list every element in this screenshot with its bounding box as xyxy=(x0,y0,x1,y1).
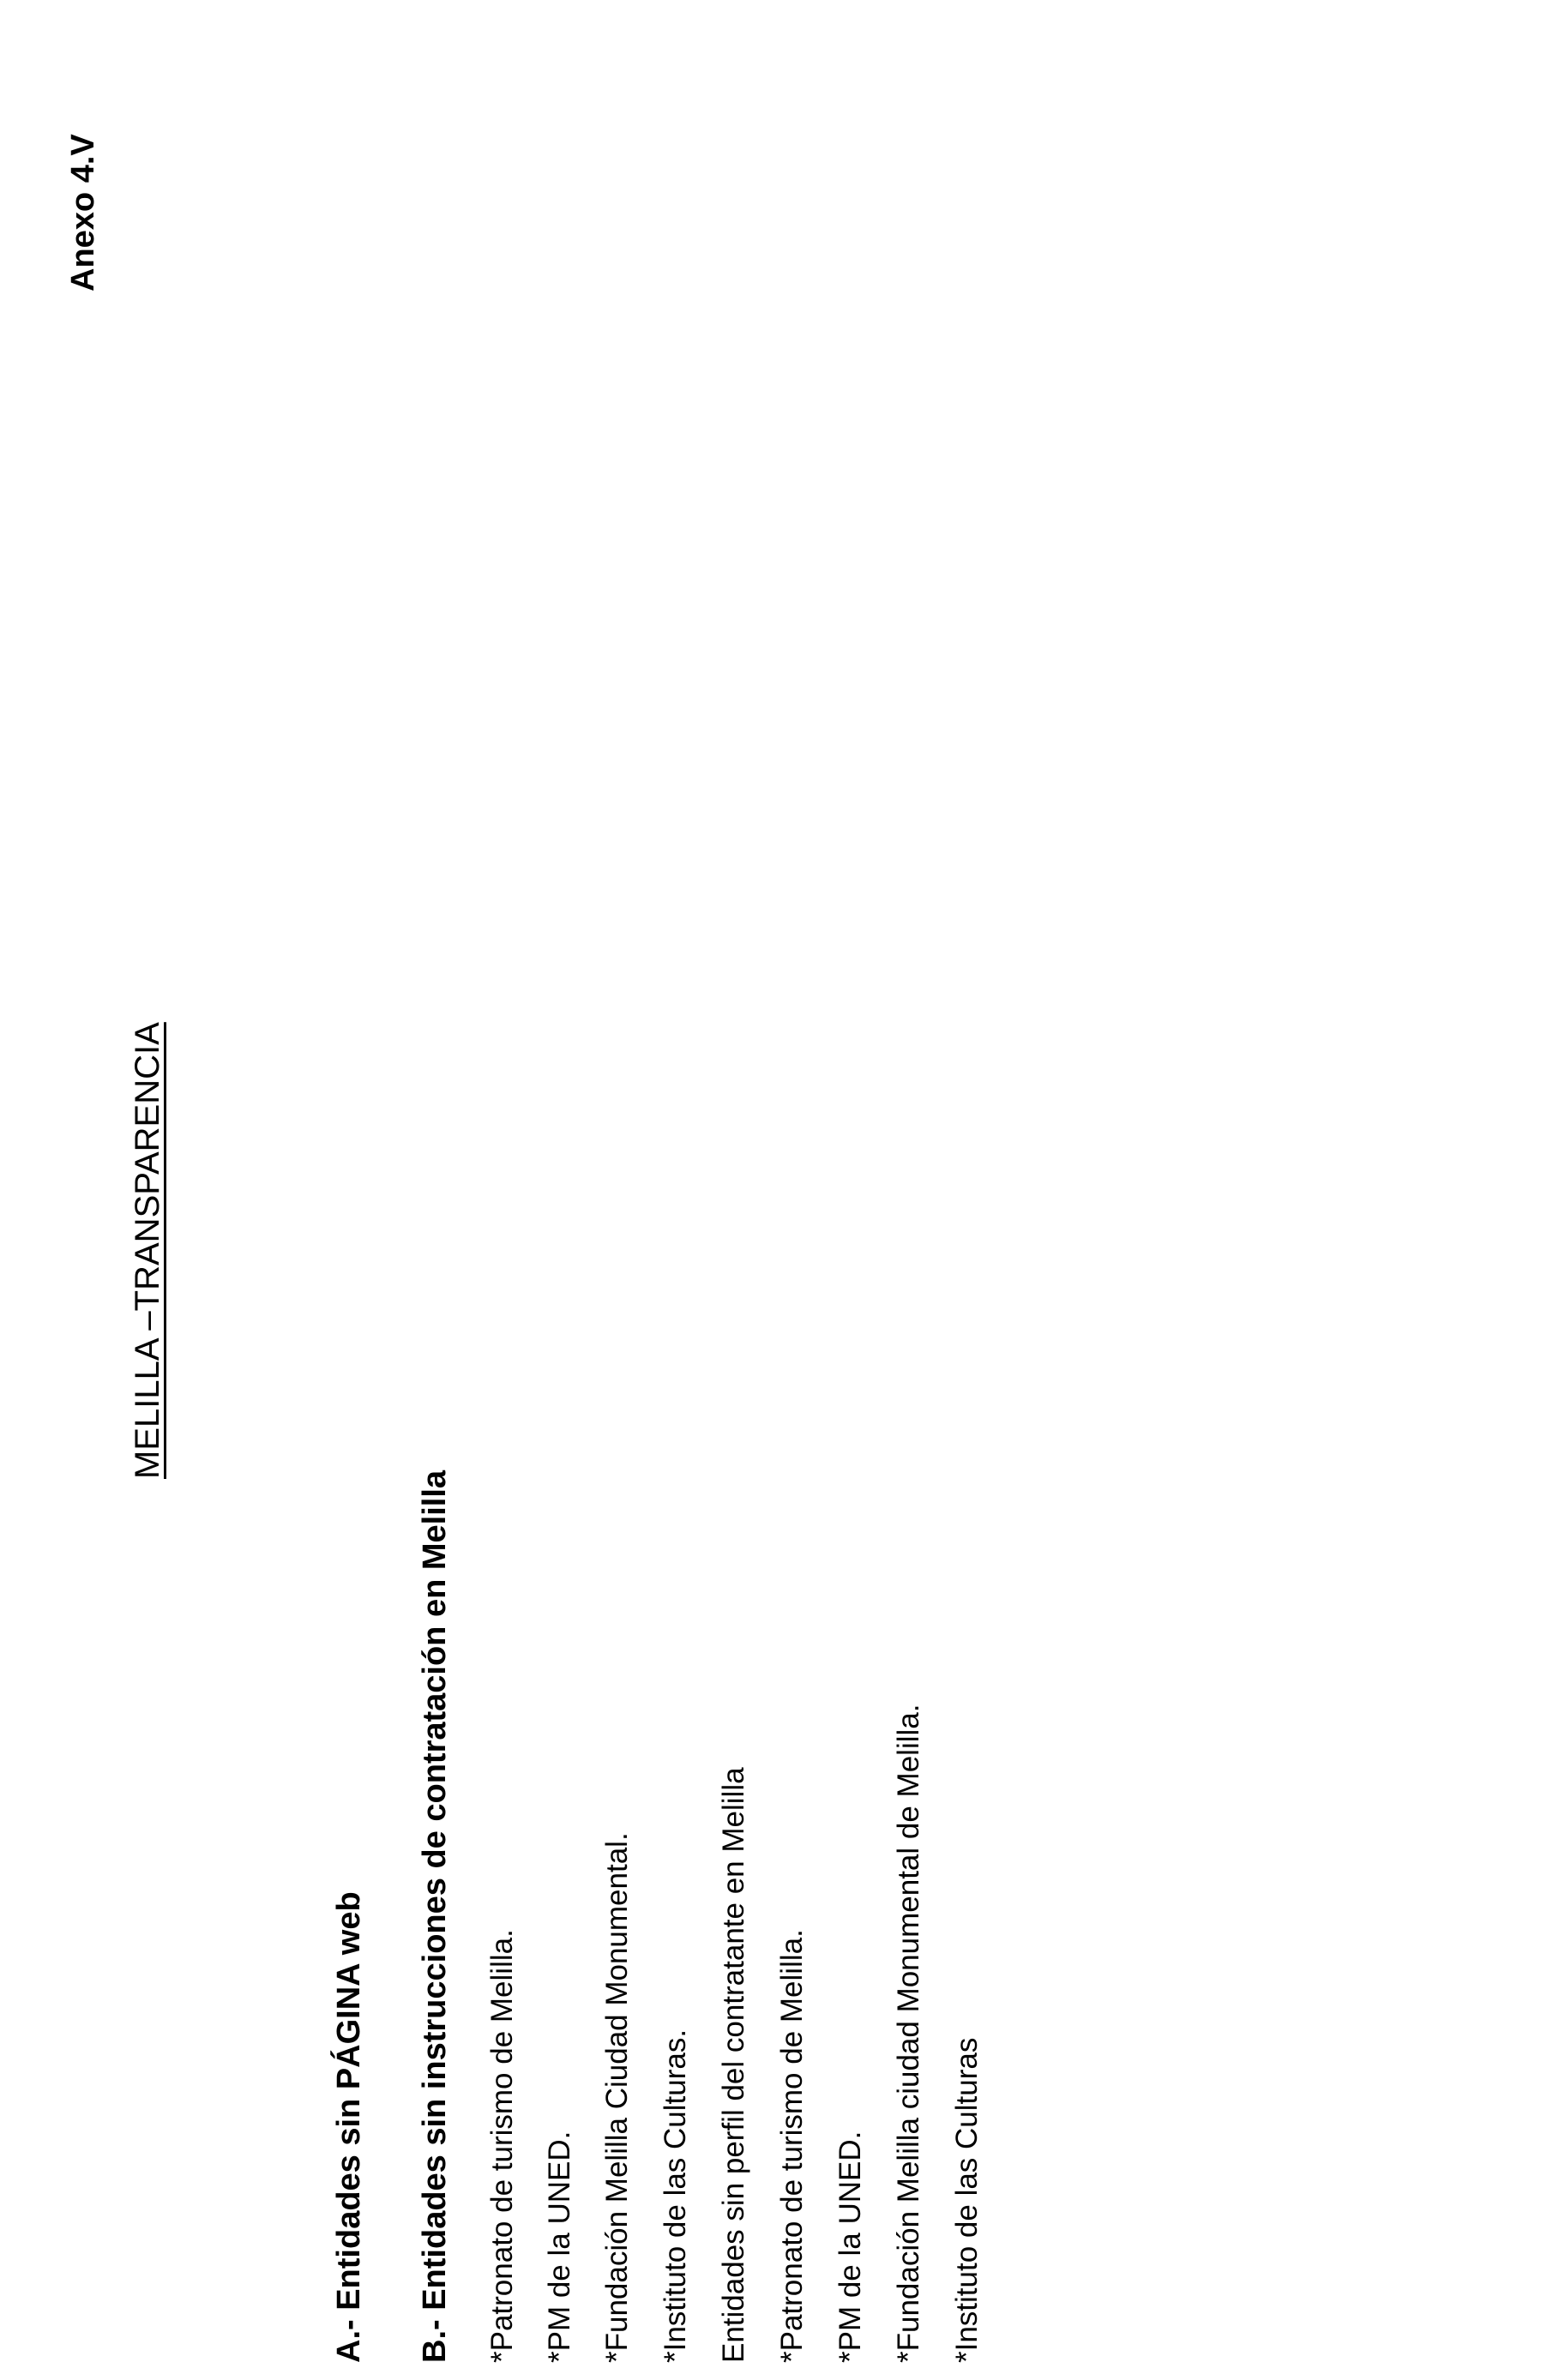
section-c-item: *Instituto de las Culturas xyxy=(950,2037,984,2363)
section-c-item: *PM de la UNED. xyxy=(834,2131,867,2363)
section-c-item: *Patronato de turismo de Melilla. xyxy=(775,1929,809,2363)
section-b-item: *Patronato de turismo de Melilla. xyxy=(485,1929,519,2363)
section-a-heading: A.- Entidades sin PÁGINA web xyxy=(331,1891,367,2363)
section-c-item: *Fundación Melilla ciudad Monumental de Melilla. xyxy=(892,1704,925,2363)
section-b-heading: B.- Entidades sin instrucciones de contratación en Melilla xyxy=(417,1469,453,2363)
section-b-item: *Instituto de las Culturas. xyxy=(659,2028,692,2363)
page-title: MELILLA –TRANSPARENCIA xyxy=(129,1022,166,1479)
section-b-item: *PM de la UNED. xyxy=(543,2131,576,2363)
section-c-heading: Entidades sin perfil del contratante en Melilla xyxy=(717,1767,750,2363)
section-b-item: *Fundación Melilla Ciudad Monumental. xyxy=(600,1832,634,2363)
annex-label: Anexo 4.V xyxy=(65,134,101,291)
